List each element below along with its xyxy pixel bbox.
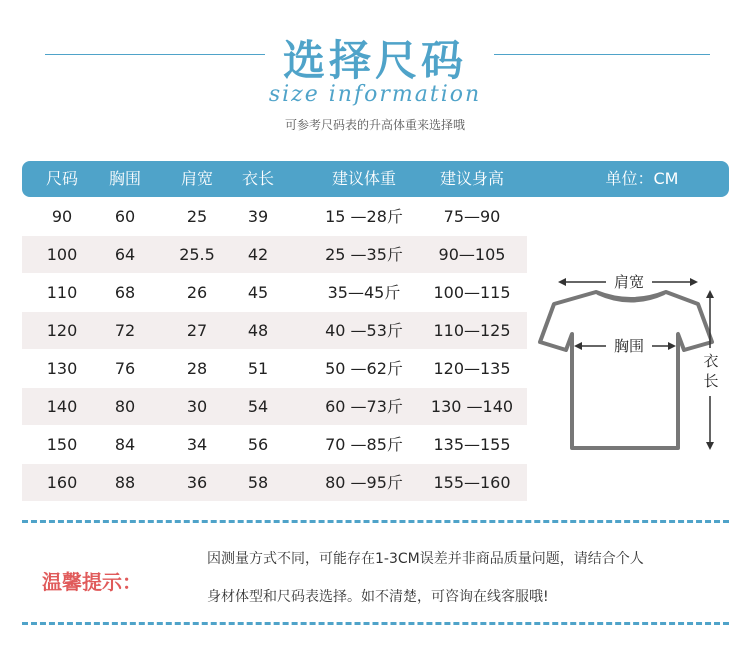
cell-chest: 88: [114, 473, 136, 492]
cell-size: 90: [51, 207, 73, 226]
divider-top: [22, 520, 729, 523]
table-row: [22, 236, 527, 273]
cell-length: 54: [247, 397, 269, 416]
cell-weight: 15 —28斤: [325, 207, 403, 226]
tshirt-diagram: [536, 262, 726, 462]
cell-size: 120: [46, 321, 78, 340]
length-label-1: 衣: [703, 352, 719, 370]
table-row: [22, 464, 527, 501]
cell-height: 155—160: [433, 473, 511, 492]
cell-length: 51: [247, 359, 269, 378]
cell-shoulder: 25: [186, 207, 208, 226]
cell-length: 45: [247, 283, 269, 302]
table-row: [22, 426, 527, 463]
cell-weight: 60 —73斤: [325, 397, 403, 416]
cell-size: 150: [46, 435, 78, 454]
cell-weight: 50 —62斤: [325, 359, 403, 378]
cell-shoulder: 27: [186, 321, 208, 340]
cell-weight: 35—45斤: [327, 283, 401, 302]
cell-height: 130 —140: [430, 397, 514, 416]
cell-chest: 72: [114, 321, 136, 340]
table-row: [22, 388, 527, 425]
page-subtitle: size information: [268, 82, 482, 107]
cell-height: 120—135: [433, 359, 511, 378]
cell-size: 100: [46, 245, 78, 264]
chest-label: 胸围: [613, 337, 645, 355]
cell-length: 58: [247, 473, 269, 492]
col-header-length: 衣长: [241, 169, 274, 188]
cell-shoulder: 30: [186, 397, 208, 416]
unit-label: 单位：CM: [605, 169, 679, 188]
cell-length: 42: [247, 245, 269, 264]
table-row: [22, 198, 527, 235]
page-title: 选择尺码: [282, 36, 467, 85]
cell-length: 56: [247, 435, 269, 454]
col-header-shoulder: 肩宽: [180, 169, 213, 188]
cell-height: 90—105: [438, 245, 506, 264]
tip-label: 温馨提示：: [42, 570, 142, 594]
cell-chest: 64: [114, 245, 136, 264]
table-row: [22, 350, 527, 387]
cell-shoulder: 34: [186, 435, 208, 454]
cell-chest: 76: [114, 359, 136, 378]
cell-size: 140: [46, 397, 78, 416]
page-hint: 可参考尺码表的升高体重来选择哦: [284, 118, 465, 132]
shoulder-label: 肩宽: [613, 273, 645, 291]
cell-shoulder: 26: [186, 283, 208, 302]
tip-line-2: 身材体型和尺码表选择。如不清楚，可咨询在线客服哦!: [207, 589, 549, 605]
cell-height: 100—115: [433, 283, 511, 302]
cell-weight: 80 —95斤: [325, 473, 403, 492]
cell-height: 135—155: [433, 435, 511, 454]
cell-weight: 40 —53斤: [325, 321, 403, 340]
table-header: [22, 161, 729, 197]
cell-weight: 70 —85斤: [325, 435, 403, 454]
cell-size: 130: [46, 359, 78, 378]
cell-chest: 80: [114, 397, 136, 416]
cell-size: 160: [46, 473, 78, 492]
col-header-height: 建议身高: [439, 169, 504, 188]
cell-chest: 68: [114, 283, 136, 302]
cell-size: 110: [46, 283, 78, 302]
col-header-chest: 胸围: [108, 169, 141, 188]
cell-shoulder: 25.5: [179, 245, 215, 264]
cell-chest: 84: [114, 435, 136, 454]
cell-chest: 60: [114, 207, 136, 226]
cell-shoulder: 28: [186, 359, 208, 378]
cell-height: 110—125: [433, 321, 511, 340]
cell-shoulder: 36: [186, 473, 208, 492]
divider-bottom: [22, 622, 729, 625]
table-row: [22, 312, 527, 349]
tip-line-1: 因测量方式不同，可能存在1-3CM误差并非商品质量问题，请结合个人: [207, 551, 644, 567]
length-label-2: 长: [703, 372, 719, 390]
table-row: [22, 274, 527, 311]
cell-length: 39: [247, 207, 269, 226]
cell-weight: 25 —35斤: [325, 245, 403, 264]
tshirt-outline-icon: [540, 292, 712, 448]
col-header-size: 尺码: [45, 169, 78, 188]
col-header-weight: 建议体重: [331, 169, 396, 188]
cell-length: 48: [247, 321, 269, 340]
cell-height: 75—90: [443, 207, 501, 226]
